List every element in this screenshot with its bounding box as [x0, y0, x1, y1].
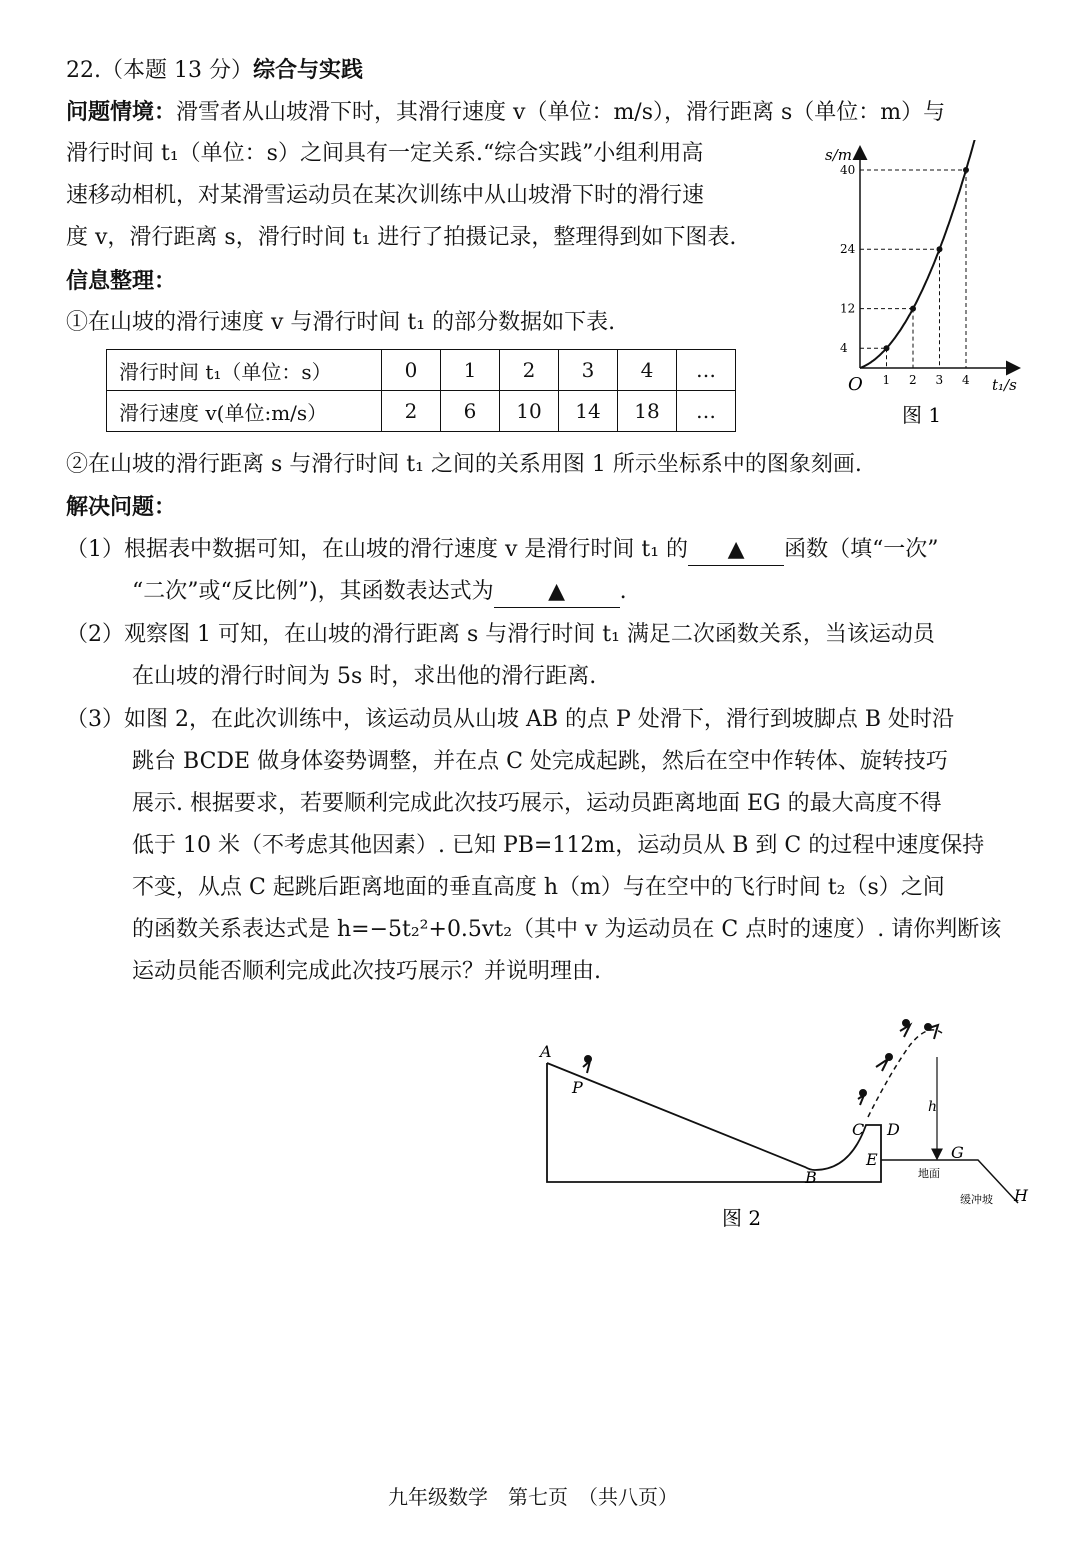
figure-1-caption: 图 1 — [902, 403, 942, 427]
figure-2-diagram — [530, 1015, 1040, 1240]
x-axis-label: t₁/s — [992, 376, 1017, 394]
skier-icon — [583, 1020, 938, 1105]
context-label: 问题情境： — [66, 99, 177, 125]
x-tick-label: 2 — [909, 373, 917, 387]
table-cell: 4 — [618, 350, 677, 391]
point-H-label: H — [1014, 1186, 1028, 1205]
problem-number: 22.（本题 13 分） — [66, 58, 253, 83]
table-cell: … — [677, 350, 736, 391]
table-cell: 10 — [500, 391, 559, 432]
buffer-slope-label: 缓冲坡 — [960, 1193, 993, 1206]
point-C-label: C — [852, 1120, 865, 1139]
y-axis-label: s/m — [825, 146, 852, 164]
figure-1-chart — [820, 140, 1030, 440]
q1-text-a: （1）根据表中数据可知，在山坡的滑行速度 v 是滑行时间 t₁ 的 — [66, 537, 689, 562]
point-P-label: P — [572, 1078, 583, 1097]
context-line-2: 滑行时间 t₁（单位：s）之间具有一定关系.“综合实践”小组利用高 — [66, 141, 704, 166]
table-cell: 6 — [441, 391, 500, 432]
data-point — [910, 306, 916, 312]
ground-label: 地面 — [918, 1167, 940, 1180]
q1-end: . — [619, 579, 627, 604]
table-row — [107, 391, 736, 432]
page-footer: 九年级数学 第七页 （共八页） — [388, 1485, 678, 1509]
table-row-label: 滑行时间 t₁（单位：s） — [107, 350, 382, 391]
question-3-line-2: 跳台 BCDE 做身体姿势调整，并在点 C 处完成起跳，然后在空中作转体、旋转技巧 — [132, 749, 948, 774]
question-2-line-2: 在山坡的滑行时间为 5s 时，求出他的滑行距离. — [132, 664, 597, 689]
context-line-4: 度 v，滑行距离 s，滑行时间 t₁ 进行了拍摄记录，整理得到如下图表. — [66, 225, 737, 250]
y-tick-label: 4 — [840, 341, 848, 356]
distance-curve — [860, 140, 975, 368]
x-tick-label: 4 — [962, 373, 970, 387]
answer-blank-1[interactable]: ▲ — [688, 535, 784, 566]
table-cell: … — [677, 391, 736, 432]
question-1-line-1 — [66, 535, 939, 566]
ground-and-buffer — [881, 1160, 1018, 1203]
table-cell: 2 — [382, 391, 441, 432]
data-point — [963, 167, 969, 173]
context-line-3: 速移动相机，对某滑雪运动员在某次训练中从山坡滑下时的滑行速 — [66, 183, 705, 208]
data-point — [937, 246, 943, 252]
table-cell: 3 — [559, 350, 618, 391]
point-G-label: G — [951, 1143, 964, 1162]
table-cell: 18 — [618, 391, 677, 432]
q1-text-c: “二次”或“反比例”)，其函数表达式为 — [132, 579, 494, 604]
x-tick-label: 1 — [882, 373, 891, 387]
point-A-label: A — [540, 1042, 552, 1061]
question-3-line-7: 运动员能否顺利完成此次技巧展示？并说明理由. — [132, 959, 601, 984]
question-3-line-4: 低于 10 米（不考虑其他因素）. 已知 PB=112m，运动员从 B 到 C 的过程中速度保持 — [132, 833, 985, 858]
table-row-label: 滑行速度 v(单位:m/s） — [107, 391, 382, 432]
y-tick-label: 12 — [840, 301, 856, 316]
info-label: 信息整理： — [66, 268, 177, 294]
table-cell: 2 — [500, 350, 559, 391]
info-2: ②在山坡的滑行距离 s 与滑行时间 t₁ 之间的关系用图 1 所示坐标系中的图象刻画. — [66, 452, 862, 477]
y-tick-label: 40 — [840, 163, 856, 177]
table-row — [107, 350, 736, 391]
speed-time-table — [106, 349, 736, 432]
question-1-line-2 — [132, 577, 627, 608]
question-3-line-6: 的函数关系表达式是 h=−5t₂²+0.5vt₂（其中 v 为运动员在 C 点时的速度）. 请你判断该 — [132, 917, 1002, 942]
table-cell: 0 — [382, 350, 441, 391]
question-3-line-3: 展示. 根据要求，若要顺利完成此次技巧展示，运动员距离地面 EG 的最大高度不得 — [132, 791, 942, 816]
question-2-line-1: （2）观察图 1 可知，在山坡的滑行距离 s 与滑行时间 t₁ 满足二次函数关系，当该运动员 — [66, 622, 935, 647]
answer-blank-2[interactable]: ▲ — [494, 577, 620, 608]
table-cell: 14 — [559, 391, 618, 432]
context-text-1: 滑雪者从山坡滑下时，其滑行速度 v（单位：m/s），滑行距离 s（单位：m）与 — [176, 100, 946, 125]
height-h-label: h — [928, 1099, 938, 1115]
problem-title — [66, 55, 363, 86]
slope-and-jump — [547, 1063, 881, 1182]
q1-text-b: 函数（填“一次” — [784, 537, 939, 562]
problem-name: 综合与实践 — [252, 57, 363, 83]
x-tick-label: 3 — [935, 373, 944, 387]
y-tick-label: 24 — [840, 242, 856, 257]
solve-label: 解决问题： — [66, 494, 177, 520]
data-point — [884, 345, 890, 351]
question-3-line-1: （3）如图 2，在此次训练中，该运动员从山坡 AB 的点 P 处滑下，滑行到坡脚点 B 处时沿 — [66, 707, 954, 732]
question-3-line-5: 不变，从点 C 起跳后距离地面的垂直高度 h（m）与在空中的飞行时间 t₂（s）之间 — [132, 875, 945, 900]
table-cell: 1 — [441, 350, 500, 391]
figure-2-caption: 图 2 — [722, 1206, 762, 1230]
point-D-label: D — [887, 1120, 900, 1139]
point-E-label: E — [866, 1150, 878, 1169]
point-B-label: B — [805, 1168, 817, 1187]
context-line-1 — [66, 97, 945, 128]
info-1: ①在山坡的滑行速度 v 与滑行时间 t₁ 的部分数据如下表. — [66, 310, 616, 335]
origin-label: O — [848, 374, 863, 395]
